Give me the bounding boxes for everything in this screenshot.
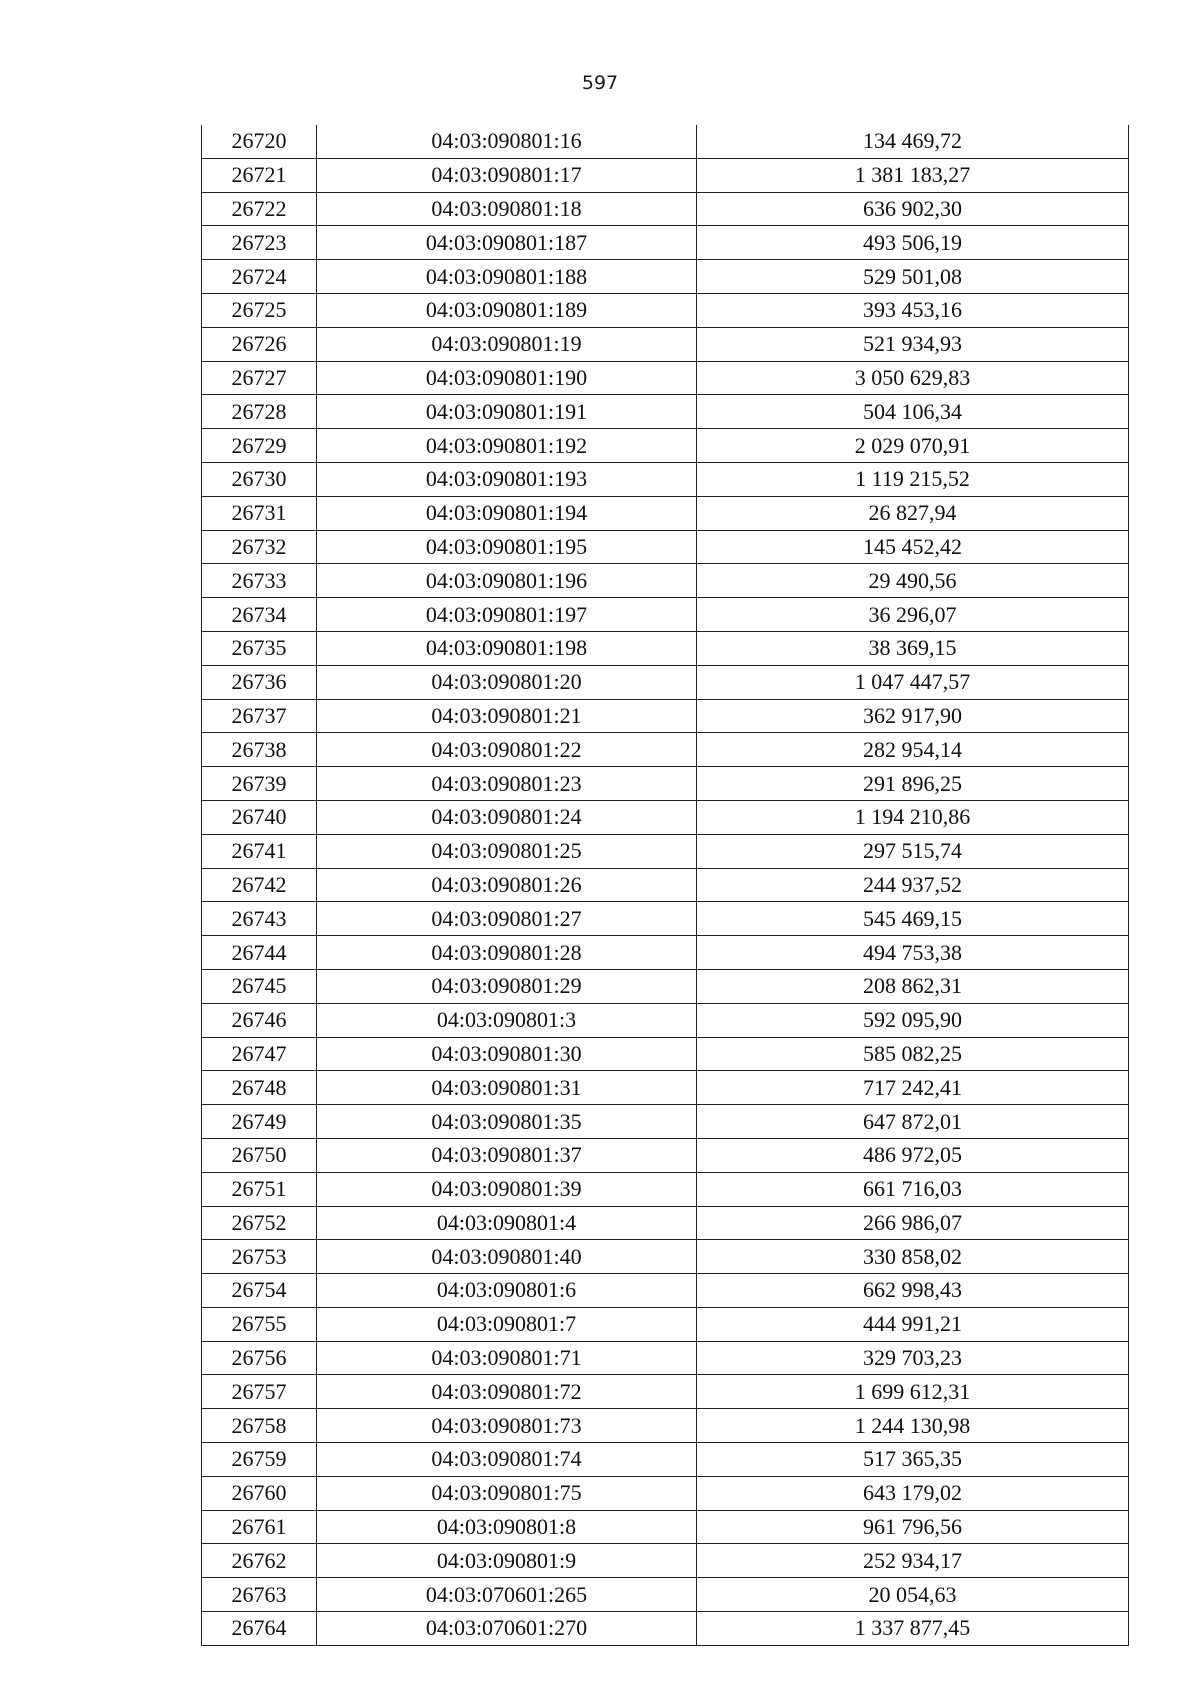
value-cell: 643 179,02 <box>697 1476 1129 1510</box>
value-cell: 26 827,94 <box>697 496 1129 530</box>
cadastral-number-cell: 04:03:090801:71 <box>317 1341 697 1375</box>
table-row <box>202 1138 1129 1172</box>
cadastral-number-cell: 04:03:090801:39 <box>317 1172 697 1206</box>
table-row <box>202 158 1129 192</box>
row-number-cell: 26737 <box>202 699 317 733</box>
cadastral-number-cell: 04:03:090801:37 <box>317 1138 697 1172</box>
row-number-cell: 26735 <box>202 631 317 665</box>
cadastral-number-cell: 04:03:090801:8 <box>317 1510 697 1544</box>
value-cell: 252 934,17 <box>697 1544 1129 1578</box>
cadastral-number-cell: 04:03:090801:6 <box>317 1274 697 1308</box>
row-number-cell: 26757 <box>202 1375 317 1409</box>
table-row <box>202 665 1129 699</box>
value-cell: 134 469,72 <box>697 125 1129 158</box>
table-row <box>202 733 1129 767</box>
row-number-cell: 26764 <box>202 1612 317 1646</box>
value-cell: 282 954,14 <box>697 733 1129 767</box>
cadastral-number-cell: 04:03:090801:28 <box>317 936 697 970</box>
table-row <box>202 1240 1129 1274</box>
value-cell: 717 242,41 <box>697 1071 1129 1105</box>
row-number-cell: 26741 <box>202 834 317 868</box>
cadastral-number-cell: 04:03:090801:187 <box>317 226 697 260</box>
cadastral-number-cell: 04:03:090801:29 <box>317 969 697 1003</box>
row-number-cell: 26748 <box>202 1071 317 1105</box>
value-cell: 36 296,07 <box>697 598 1129 632</box>
row-number-cell: 26743 <box>202 902 317 936</box>
value-cell: 961 796,56 <box>697 1510 1129 1544</box>
row-number-cell: 26744 <box>202 936 317 970</box>
table-row <box>202 192 1129 226</box>
value-cell: 1 119 215,52 <box>697 462 1129 496</box>
row-number-cell: 26732 <box>202 530 317 564</box>
table-row <box>202 1409 1129 1443</box>
cadastral-number-cell: 04:03:090801:191 <box>317 395 697 429</box>
cadastral-number-cell: 04:03:090801:19 <box>317 327 697 361</box>
table-row <box>202 936 1129 970</box>
value-cell: 661 716,03 <box>697 1172 1129 1206</box>
cadastral-number-cell: 04:03:090801:18 <box>317 192 697 226</box>
cadastral-number-cell: 04:03:090801:190 <box>317 361 697 395</box>
table-row <box>202 868 1129 902</box>
value-cell: 330 858,02 <box>697 1240 1129 1274</box>
row-number-cell: 26745 <box>202 969 317 1003</box>
row-number-cell: 26738 <box>202 733 317 767</box>
table-row <box>202 699 1129 733</box>
value-cell: 1 194 210,86 <box>697 800 1129 834</box>
table-row <box>202 327 1129 361</box>
value-cell: 636 902,30 <box>697 192 1129 226</box>
table-row <box>202 1612 1129 1646</box>
row-number-cell: 26746 <box>202 1003 317 1037</box>
row-number-cell: 26740 <box>202 800 317 834</box>
table-row <box>202 1274 1129 1308</box>
cadastral-number-cell: 04:03:090801:30 <box>317 1037 697 1071</box>
row-number-cell: 26755 <box>202 1307 317 1341</box>
cadastral-number-cell: 04:03:090801:31 <box>317 1071 697 1105</box>
cadastral-number-cell: 04:03:090801:196 <box>317 564 697 598</box>
value-cell: 2 029 070,91 <box>697 429 1129 463</box>
cadastral-number-cell: 04:03:090801:35 <box>317 1105 697 1139</box>
cadastral-number-cell: 04:03:090801:195 <box>317 530 697 564</box>
value-cell: 393 453,16 <box>697 293 1129 327</box>
table-row <box>202 631 1129 665</box>
row-number-cell: 26739 <box>202 767 317 801</box>
row-number-cell: 26760 <box>202 1476 317 1510</box>
cadastral-number-cell: 04:03:090801:73 <box>317 1409 697 1443</box>
value-cell: 1 337 877,45 <box>697 1612 1129 1646</box>
row-number-cell: 26734 <box>202 598 317 632</box>
table-row <box>202 1375 1129 1409</box>
value-cell: 592 095,90 <box>697 1003 1129 1037</box>
cadastral-number-cell: 04:03:090801:197 <box>317 598 697 632</box>
row-number-cell: 26733 <box>202 564 317 598</box>
row-number-cell: 26725 <box>202 293 317 327</box>
value-cell: 529 501,08 <box>697 260 1129 294</box>
value-cell: 329 703,23 <box>697 1341 1129 1375</box>
value-cell: 244 937,52 <box>697 868 1129 902</box>
row-number-cell: 26724 <box>202 260 317 294</box>
cadastral-number-cell: 04:03:090801:16 <box>317 125 697 158</box>
table-row <box>202 1105 1129 1139</box>
row-number-cell: 26720 <box>202 125 317 158</box>
cadastral-number-cell: 04:03:090801:192 <box>317 429 697 463</box>
cadastral-number-cell: 04:03:090801:20 <box>317 665 697 699</box>
value-cell: 486 972,05 <box>697 1138 1129 1172</box>
row-number-cell: 26722 <box>202 192 317 226</box>
row-number-cell: 26749 <box>202 1105 317 1139</box>
value-cell: 29 490,56 <box>697 564 1129 598</box>
row-number-cell: 26747 <box>202 1037 317 1071</box>
row-number-cell: 26756 <box>202 1341 317 1375</box>
cadastral-number-cell: 04:03:090801:3 <box>317 1003 697 1037</box>
table-row <box>202 800 1129 834</box>
table-row <box>202 293 1129 327</box>
row-number-cell: 26759 <box>202 1443 317 1477</box>
cadastral-number-cell: 04:03:090801:4 <box>317 1206 697 1240</box>
row-number-cell: 26753 <box>202 1240 317 1274</box>
table-row <box>202 1172 1129 1206</box>
table-row <box>202 429 1129 463</box>
row-number-cell: 26728 <box>202 395 317 429</box>
cadastral-number-cell: 04:03:090801:40 <box>317 1240 697 1274</box>
table-row <box>202 1544 1129 1578</box>
cadastral-number-cell: 04:03:090801:72 <box>317 1375 697 1409</box>
cadastral-number-cell: 04:03:090801:23 <box>317 767 697 801</box>
value-cell: 504 106,34 <box>697 395 1129 429</box>
value-cell: 1 047 447,57 <box>697 665 1129 699</box>
value-cell: 647 872,01 <box>697 1105 1129 1139</box>
table-row <box>202 125 1129 158</box>
value-cell: 20 054,63 <box>697 1578 1129 1612</box>
table-row <box>202 598 1129 632</box>
value-cell: 3 050 629,83 <box>697 361 1129 395</box>
table-row <box>202 1071 1129 1105</box>
row-number-cell: 26752 <box>202 1206 317 1240</box>
table-row <box>202 260 1129 294</box>
cadastral-number-cell: 04:03:090801:74 <box>317 1443 697 1477</box>
cadastral-number-cell: 04:03:070601:265 <box>317 1578 697 1612</box>
table-row <box>202 1206 1129 1240</box>
table-row <box>202 1443 1129 1477</box>
row-number-cell: 26727 <box>202 361 317 395</box>
row-number-cell: 26758 <box>202 1409 317 1443</box>
table-row <box>202 395 1129 429</box>
value-cell: 521 934,93 <box>697 327 1129 361</box>
table-row <box>202 1578 1129 1612</box>
table-row <box>202 1476 1129 1510</box>
cadastral-number-cell: 04:03:090801:193 <box>317 462 697 496</box>
cadastral-number-cell: 04:03:070601:270 <box>317 1612 697 1646</box>
row-number-cell: 26736 <box>202 665 317 699</box>
table-row <box>202 1307 1129 1341</box>
value-cell: 266 986,07 <box>697 1206 1129 1240</box>
value-cell: 145 452,42 <box>697 530 1129 564</box>
cadastral-number-cell: 04:03:090801:75 <box>317 1476 697 1510</box>
value-cell: 1 244 130,98 <box>697 1409 1129 1443</box>
value-cell: 517 365,35 <box>697 1443 1129 1477</box>
row-number-cell: 26754 <box>202 1274 317 1308</box>
row-number-cell: 26750 <box>202 1138 317 1172</box>
table-row <box>202 902 1129 936</box>
cadastral-number-cell: 04:03:090801:189 <box>317 293 697 327</box>
table-row <box>202 361 1129 395</box>
page-number: 597 <box>581 72 619 94</box>
cadastral-number-cell: 04:03:090801:26 <box>317 868 697 902</box>
table-row <box>202 564 1129 598</box>
table-row <box>202 1510 1129 1544</box>
value-cell: 494 753,38 <box>697 936 1129 970</box>
row-number-cell: 26751 <box>202 1172 317 1206</box>
value-cell: 585 082,25 <box>697 1037 1129 1071</box>
row-number-cell: 26763 <box>202 1578 317 1612</box>
value-cell: 1 381 183,27 <box>697 158 1129 192</box>
data-table-container <box>201 125 1128 1646</box>
value-cell: 545 469,15 <box>697 902 1129 936</box>
table-row <box>202 226 1129 260</box>
row-number-cell: 26726 <box>202 327 317 361</box>
table-row <box>202 462 1129 496</box>
row-number-cell: 26742 <box>202 868 317 902</box>
table-row <box>202 1003 1129 1037</box>
row-number-cell: 26730 <box>202 462 317 496</box>
value-cell: 291 896,25 <box>697 767 1129 801</box>
cadastral-number-cell: 04:03:090801:194 <box>317 496 697 530</box>
data-table <box>201 125 1129 1646</box>
cadastral-number-cell: 04:03:090801:27 <box>317 902 697 936</box>
value-cell: 208 862,31 <box>697 969 1129 1003</box>
cadastral-number-cell: 04:03:090801:22 <box>317 733 697 767</box>
value-cell: 362 917,90 <box>697 699 1129 733</box>
row-number-cell: 26723 <box>202 226 317 260</box>
table-row <box>202 969 1129 1003</box>
row-number-cell: 26721 <box>202 158 317 192</box>
value-cell: 38 369,15 <box>697 631 1129 665</box>
table-row <box>202 834 1129 868</box>
value-cell: 444 991,21 <box>697 1307 1129 1341</box>
cadastral-number-cell: 04:03:090801:7 <box>317 1307 697 1341</box>
cadastral-number-cell: 04:03:090801:198 <box>317 631 697 665</box>
cadastral-number-cell: 04:03:090801:21 <box>317 699 697 733</box>
value-cell: 493 506,19 <box>697 226 1129 260</box>
table-body <box>202 125 1129 1645</box>
value-cell: 662 998,43 <box>697 1274 1129 1308</box>
value-cell: 297 515,74 <box>697 834 1129 868</box>
cadastral-number-cell: 04:03:090801:24 <box>317 800 697 834</box>
cadastral-number-cell: 04:03:090801:17 <box>317 158 697 192</box>
cadastral-number-cell: 04:03:090801:25 <box>317 834 697 868</box>
table-row <box>202 1037 1129 1071</box>
row-number-cell: 26762 <box>202 1544 317 1578</box>
table-row <box>202 767 1129 801</box>
table-row <box>202 530 1129 564</box>
row-number-cell: 26761 <box>202 1510 317 1544</box>
table-row <box>202 496 1129 530</box>
table-row <box>202 1341 1129 1375</box>
row-number-cell: 26729 <box>202 429 317 463</box>
value-cell: 1 699 612,31 <box>697 1375 1129 1409</box>
cadastral-number-cell: 04:03:090801:188 <box>317 260 697 294</box>
row-number-cell: 26731 <box>202 496 317 530</box>
cadastral-number-cell: 04:03:090801:9 <box>317 1544 697 1578</box>
